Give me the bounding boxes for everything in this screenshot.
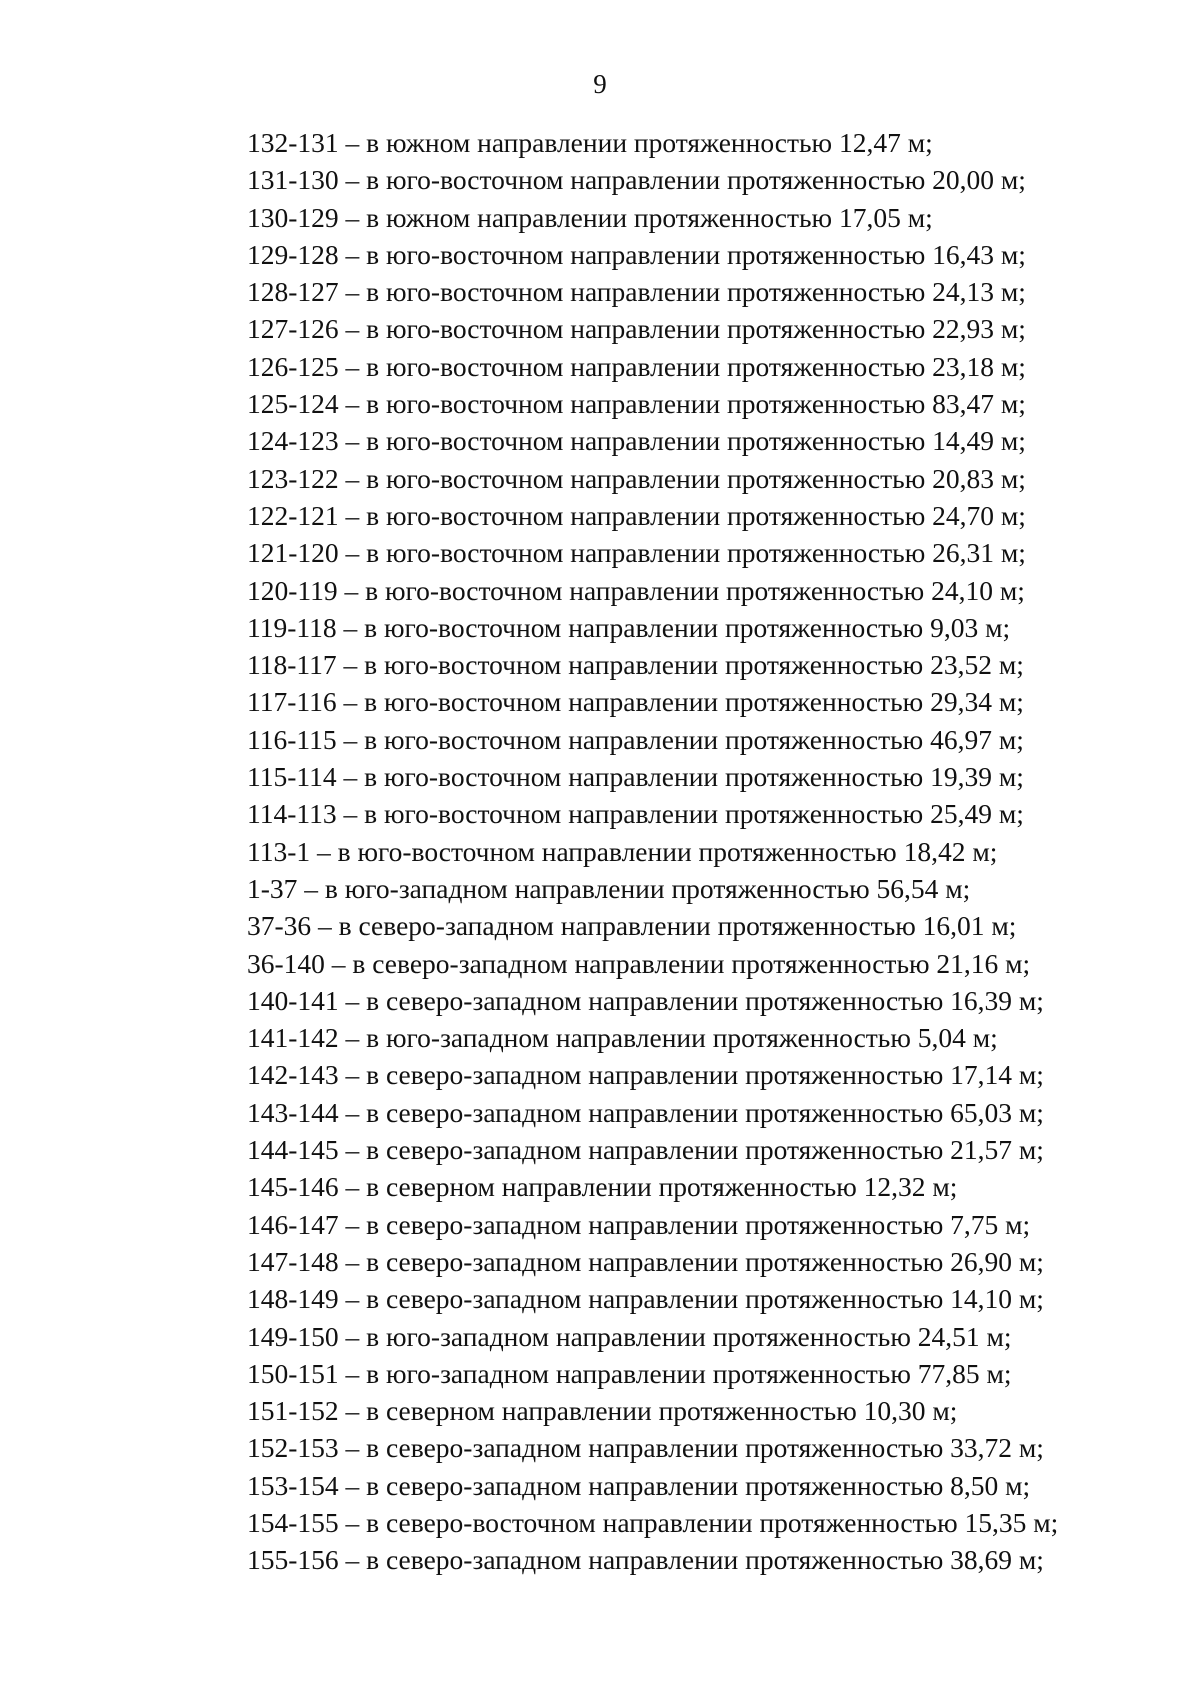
boundary-segment-line: 126-125 – в юго-восточном направлении протяженностью 23,18 м; xyxy=(247,350,1026,382)
boundary-segment-list xyxy=(247,124,1058,1579)
boundary-segment-line: 115-114 – в юго-восточном направлении протяженностью 19,39 м; xyxy=(247,761,1024,793)
boundary-segment-line: 123-122 – в юго-восточном направлении протяженностью 20,83 м; xyxy=(247,462,1026,494)
boundary-segment-line: 114-113 – в юго-восточном направлении протяженностью 25,49 м; xyxy=(247,798,1024,830)
boundary-segment-line: 1-37 – в юго-западном направлении протяженностью 56,54 м; xyxy=(247,872,971,904)
boundary-segment-line: 124-123 – в юго-восточном направлении протяженностью 14,49 м; xyxy=(247,425,1026,457)
boundary-segment-line: 116-115 – в юго-восточном направлении протяженностью 46,97 м; xyxy=(247,723,1024,755)
boundary-segment-line: 140-141 – в северо-западном направлении протяженностью 16,39 м; xyxy=(247,984,1044,1016)
boundary-segment-line: 142-143 – в северо-западном направлении протяженностью 17,14 м; xyxy=(247,1059,1044,1091)
boundary-segment-line: 143-144 – в северо-западном направлении протяженностью 65,03 м; xyxy=(247,1096,1044,1128)
boundary-segment-line: 153-154 – в северо-западном направлении протяженностью 8,50 м; xyxy=(247,1469,1031,1501)
boundary-segment-line: 130-129 – в южном направлении протяженностью 17,05 м; xyxy=(247,201,933,233)
boundary-segment-line: 121-120 – в юго-восточном направлении протяженностью 26,31 м; xyxy=(247,537,1026,569)
boundary-segment-line: 118-117 – в юго-восточном направлении протяженностью 23,52 м; xyxy=(247,649,1024,681)
boundary-segment-line: 122-121 – в юго-восточном направлении протяженностью 24,70 м; xyxy=(247,499,1026,531)
boundary-segment-line: 147-148 – в северо-западном направлении протяженностью 26,90 м; xyxy=(247,1245,1044,1277)
boundary-segment-line: 36-140 – в северо-западном направлении протяженностью 21,16 м; xyxy=(247,947,1031,979)
boundary-segment-line: 128-127 – в юго-восточном направлении протяженностью 24,13 м; xyxy=(247,276,1026,308)
boundary-segment-line: 148-149 – в северо-западном направлении протяженностью 14,10 м; xyxy=(247,1283,1044,1315)
boundary-segment-line: 125-124 – в юго-восточном направлении протяженностью 83,47 м; xyxy=(247,388,1026,420)
boundary-segment-line: 131-130 – в юго-восточном направлении протяженностью 20,00 м; xyxy=(247,164,1026,196)
boundary-segment-line: 37-36 – в северо-западном направлении протяженностью 16,01 м; xyxy=(247,910,1017,942)
boundary-segment-line: 119-118 – в юго-восточном направлении протяженностью 9,03 м; xyxy=(247,611,1011,643)
boundary-segment-line: 120-119 – в юго-восточном направлении протяженностью 24,10 м; xyxy=(247,574,1025,606)
boundary-segment-line: 146-147 – в северо-западном направлении протяженностью 7,75 м; xyxy=(247,1208,1031,1240)
boundary-segment-line: 155-156 – в северо-западном направлении протяженностью 38,69 м; xyxy=(247,1544,1044,1576)
boundary-segment-line: 150-151 – в юго-западном направлении протяженностью 77,85 м; xyxy=(247,1357,1012,1389)
page-number: 9 xyxy=(593,69,607,99)
boundary-segment-line: 129-128 – в юго-восточном направлении протяженностью 16,43 м; xyxy=(247,238,1026,270)
boundary-segment-line: 127-126 – в юго-восточном направлении протяженностью 22,93 м; xyxy=(247,313,1026,345)
boundary-segment-line: 141-142 – в юго-западном направлении протяженностью 5,04 м; xyxy=(247,1022,998,1054)
boundary-segment-line: 154-155 – в северо-восточном направлении протяженностью 15,35 м; xyxy=(247,1506,1059,1538)
boundary-segment-line: 152-153 – в северо-западном направлении протяженностью 33,72 м; xyxy=(247,1432,1044,1464)
boundary-segment-line: 113-1 – в юго-восточном направлении протяженностью 18,42 м; xyxy=(247,835,998,867)
boundary-segment-line: 144-145 – в северо-западном направлении протяженностью 21,57 м; xyxy=(247,1134,1044,1166)
boundary-segment-line: 149-150 – в юго-западном направлении протяженностью 24,51 м; xyxy=(247,1320,1012,1352)
boundary-segment-line: 132-131 – в южном направлении протяженностью 12,47 м; xyxy=(247,127,933,158)
boundary-segment-line: 117-116 – в юго-восточном направлении протяженностью 29,34 м; xyxy=(247,686,1024,718)
boundary-segment-line: 151-152 – в северном направлении протяженностью 10,30 м; xyxy=(247,1395,958,1427)
boundary-segment-line: 145-146 – в северном направлении протяженностью 12,32 м; xyxy=(247,1171,958,1203)
